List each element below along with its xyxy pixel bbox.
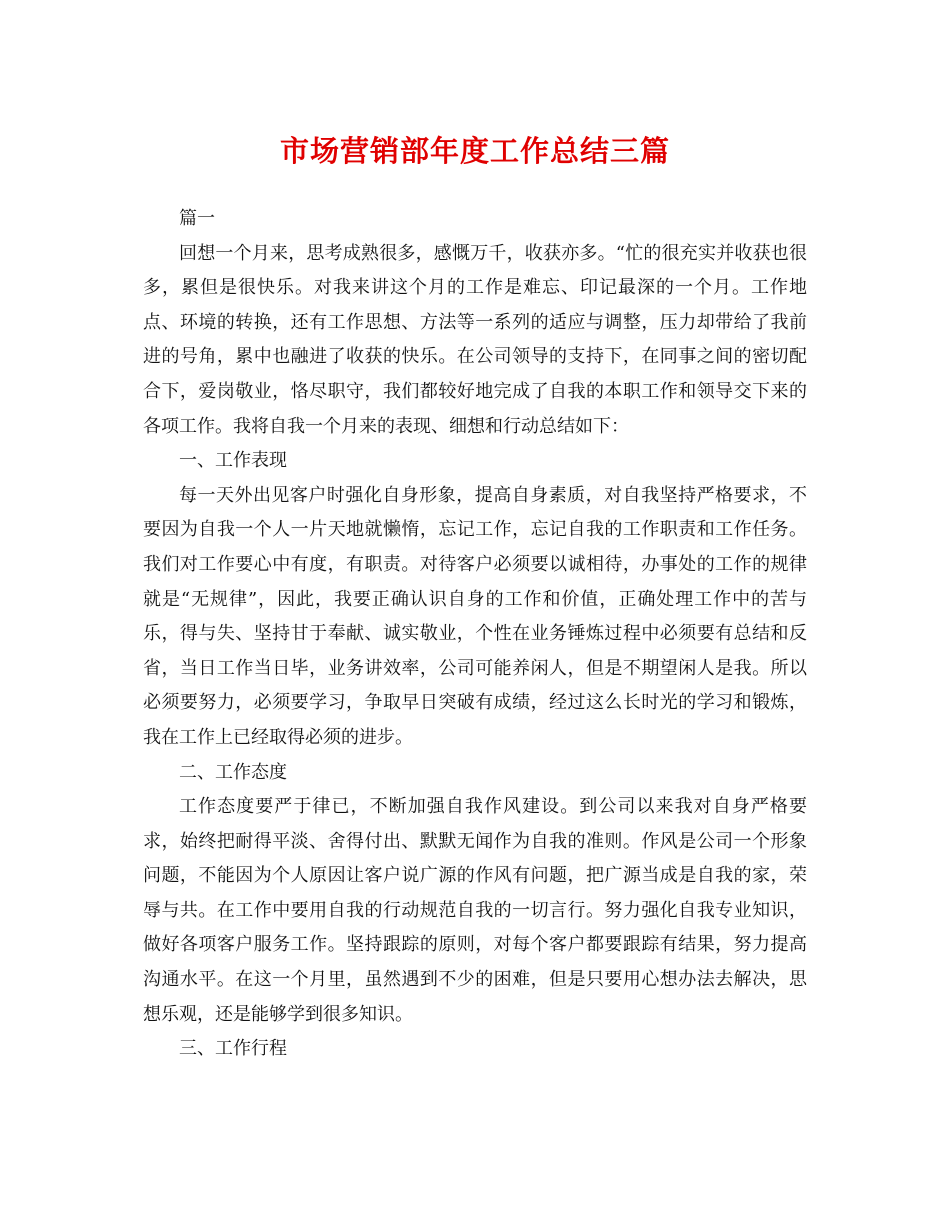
section-heading-part-one: 篇一 — [179, 208, 215, 229]
paragraph-work-performance: 每一天外出见客户时强化自身形象，提高自身素质，对自我坚持严格要求，不要因为自我一个人一片天地就懒惰，忘记工作，忘记自我的工作职责和工作任务。我们对工作要心中有度，有职责。对待客户必须要以诚相待，办事处的工作的规律就是“无规律”，因此，我要正确认识自身的工作和价值，正确处理工作中的苦与乐，得与失、坚持甘于奉献、诚实敬业，个性在业务锤炼过程中必须要有总结和反省，当日工作当日毕，业务讲效率，公司可能养闲人，但是不期望闲人是我。所以必须要努力，必须要学习，争取早日突破有成绩，经过这么长时光的学习和锻炼，我在工作上已经取得必须的进步。 — [143, 484, 807, 748]
document-body — [143, 202, 807, 1067]
section-heading-work-schedule: 三、工作行程 — [179, 1038, 287, 1060]
paragraph-work-attitude: 工作态度要严于律已，不断加强自我作风建设。到公司以来我对自身严格要求，始终把耐得平淡、舍得付出、默默无闻作为自我的准则。作风是公司一个形象问题，不能因为个人原因让客户说广源的作风有问题，把广源当成是自我的家，荣辱与共。在工作中要用自我的行动规范自我的一切言行。努力强化自我专业知识，做好各项客户服务工作。坚持跟踪的原则，对每个客户都要跟踪有结果，努力提高沟通水平。在这一个月里，虽然遇到不少的困难，但是只要用心想办法去解决，思想乐观，还是能够学到很多知识。 — [143, 796, 807, 1025]
section-heading-work-performance: 一、工作表现 — [179, 450, 287, 472]
section-heading-work-attitude: 二、工作态度 — [179, 761, 287, 783]
document-title: 市场营销部年度工作总结三篇 — [279, 134, 670, 168]
paragraph-intro: 回想一个月来，思考成熟很多，感慨万千，收获亦多。“忙的很充实并收获也很多，累但是很快乐。对我来讲这个月的工作是难忘、印记最深的一个月。工作地点、环境的转换，还有工作思想、方法等一系列的适应与调整，压力却带给了我前进的号角，累中也融进了收获的快乐。在公司领导的支持下，在同事之间的密切配合下，爱岗敬业，恪尽职守，我们都较好地完成了自我的本职工作和领导交下来的各项工作。我将自我一个月来的表现、细想和行动总结如下： — [143, 242, 807, 437]
